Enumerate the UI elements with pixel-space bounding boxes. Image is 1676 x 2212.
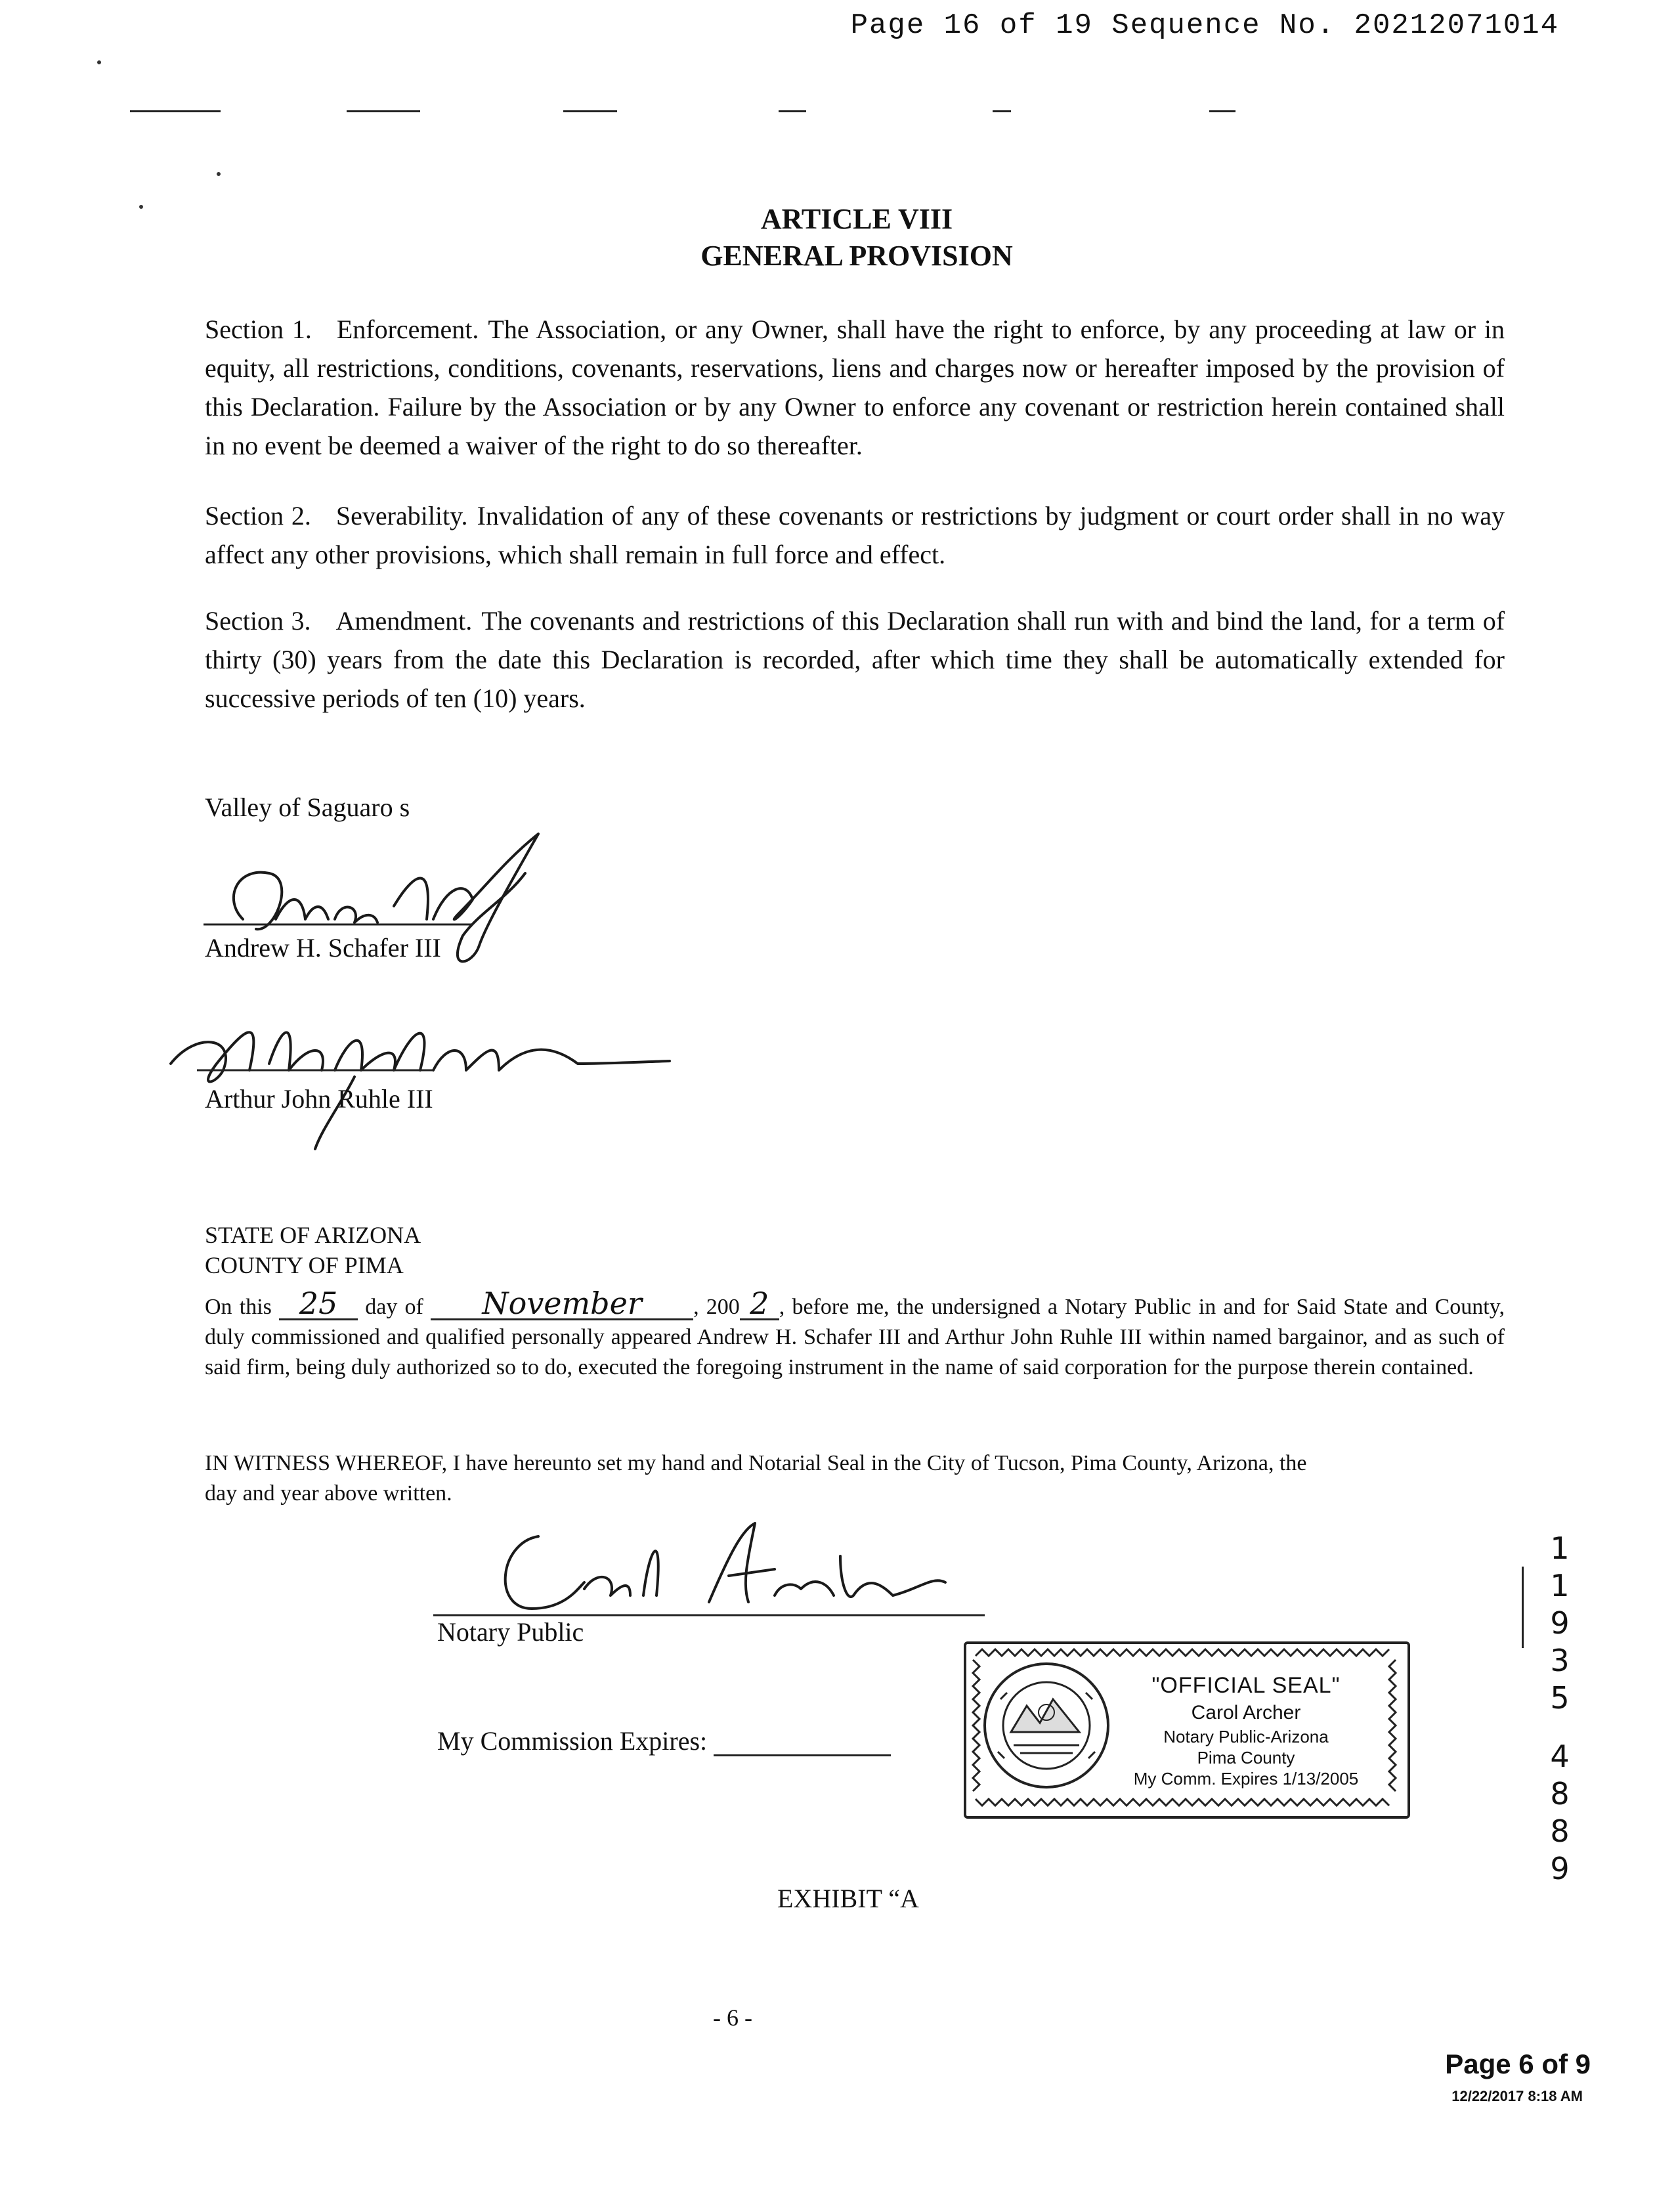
notary-acknowledgment	[205, 1288, 1505, 1383]
seal-line-3: My Comm. Expires 1/13/2005	[1133, 1769, 1359, 1789]
acknowledgment-text: , before me, the undersigned a Notary Public in and for Said State and County, duly commissioned and qualified personally appeared Andrew H. Schafer III and Arthur John Ruhle III within named bargainor, and as such of said firm, being duly authorized so to do, executed the foregoing instrument in the name of said corporation for the purpose therein contained.	[205, 1295, 1505, 1379]
section-body: The Association, or any Owner, shall have the right to enforce, by any proceeding at law or in equity, all restrictions, conditions, covenants, reservations, liens and charges now or hereafter imposed by the provision of this Declaration. Failure by the Association or by any Owner to enforce any covenant or restriction herein contained shall in no event be deemed a waiver of the right to do so thereafter.	[205, 314, 1505, 460]
section-2	[205, 496, 1505, 574]
scan-dash	[779, 110, 806, 112]
article-number: ARTICLE VIII	[760, 203, 953, 235]
seal-title: "OFFICIAL SEAL"	[1151, 1673, 1341, 1698]
commission-expires-label	[437, 1725, 891, 1756]
scan-dash	[130, 110, 221, 112]
section-heading: Severability.	[335, 501, 468, 531]
margin-rule	[1522, 1567, 1524, 1648]
section-body: Invalidation of any of these covenants or restrictions by judgment or court order shall in no way affect any other provisions, which shall remain in full force and effect.	[205, 501, 1505, 569]
on-this-label: On this	[205, 1295, 272, 1319]
commission-expires-text: My Commission Expires:	[437, 1726, 708, 1756]
month-field: November	[431, 1288, 693, 1320]
day-of-label: day of	[365, 1295, 423, 1319]
digit: 1	[1550, 1530, 1570, 1566]
entity-name: Valley of Saguaro s	[205, 792, 410, 822]
day-field: 25	[279, 1288, 358, 1320]
signer-1-name: Andrew H. Schafer III	[205, 933, 441, 963]
section-label: Section 3.	[205, 606, 311, 636]
section-3	[205, 601, 1505, 718]
digit: 9	[1550, 1851, 1570, 1886]
section-heading: Amendment.	[335, 606, 473, 636]
scan-dash	[993, 110, 1011, 112]
digit: 5	[1550, 1680, 1570, 1716]
section-label: Section 2.	[205, 501, 311, 531]
seal-line-2: Pima County	[1197, 1748, 1295, 1767]
section-heading: Enforcement.	[336, 314, 479, 344]
exhibit-label: EXHIBIT “A	[777, 1884, 919, 1913]
digit: 3	[1550, 1643, 1570, 1678]
article-title: GENERAL PROVISION	[700, 240, 1013, 272]
commission-expires-field[interactable]	[714, 1731, 891, 1756]
page-marker: - 6 -	[713, 2005, 752, 2031]
footer-page-number: Page 6 of 9	[1445, 2049, 1591, 2079]
scan-speck	[97, 60, 101, 64]
seal-notary-name: Carol Archer	[1191, 1702, 1301, 1724]
year-prefix: , 200	[693, 1295, 740, 1319]
scan-speck	[217, 172, 221, 176]
scan-dash	[1209, 110, 1236, 112]
signer-2-name: Arthur John Ruhle III	[205, 1084, 433, 1114]
page-sequence-header: Page 16 of 19 Sequence No. 20212071014	[850, 9, 1559, 42]
digit: 8	[1550, 1776, 1570, 1811]
signature-arthur-ruhle	[158, 985, 696, 1156]
notary-public-label: Notary Public	[437, 1617, 584, 1647]
seal-line-1: Notary Public-Arizona	[1163, 1727, 1329, 1746]
scan-dash	[347, 110, 420, 112]
year-digit-field: 2	[740, 1288, 779, 1320]
notary-county: COUNTY OF PIMA	[205, 1252, 404, 1278]
footer-timestamp: 12/22/2017 8:18 AM	[1451, 2088, 1583, 2104]
digit: 9	[1550, 1605, 1570, 1641]
great-seal-of-arizona-emblem	[981, 1660, 1112, 1791]
digit: 8	[1550, 1813, 1570, 1849]
scan-dash	[563, 110, 617, 112]
section-1	[205, 310, 1505, 465]
digit: 1	[1550, 1568, 1570, 1603]
digit: 4	[1550, 1739, 1570, 1774]
witness-clause: IN WITNESS WHEREOF, I have hereunto set my hand and Notarial Seal in the City of Tucson, Pima County, Arizona, the day and year above written.	[205, 1451, 1307, 1506]
section-body: The covenants and restrictions of this Declaration shall run with and bind the land, for a term of thirty (30) years from the date this Declaration is recorded, after which time they shall be automatically extended for successive periods of ten (10) years.	[205, 606, 1505, 713]
recording-number-vertical	[1543, 1530, 1577, 1888]
section-label: Section 1.	[205, 314, 312, 344]
notary-state: STATE OF ARIZONA	[205, 1222, 421, 1248]
